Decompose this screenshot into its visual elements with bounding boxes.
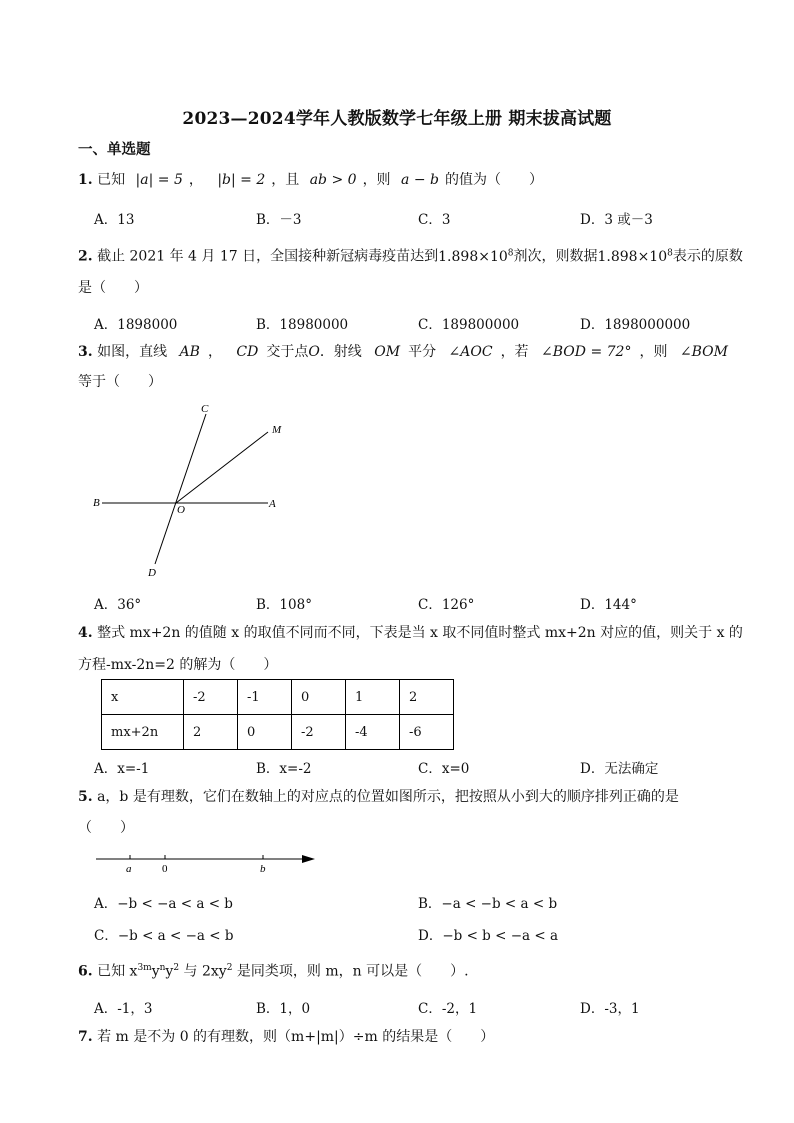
question-4-line2: 方程-mx-2n=2 的解为（ ） (78, 657, 278, 673)
option-d: D．−b < b < −a < a (418, 928, 559, 944)
math-expression: |a| = 5 (135, 172, 183, 188)
option-b: B．1，0 (256, 1001, 311, 1017)
question-3-line2: 等于（ ） (78, 374, 162, 390)
label-d: D (148, 567, 156, 579)
option-a: A．-1，3 (94, 1001, 153, 1017)
table-cell: -1 (238, 680, 292, 715)
option-d: D．无法确定 (580, 761, 659, 777)
value-table (101, 679, 454, 750)
question-3: 3. 如图，直线 AB ， CD 交于点O．射线 OM 平分 ∠AOC ，若 ∠BOD = 72° ，则 ∠BOM (78, 344, 728, 360)
option-d: D．144° (580, 597, 637, 613)
table-cell: 2 (400, 680, 454, 715)
table-cell: -6 (400, 715, 454, 750)
table-cell: -2 (184, 680, 238, 715)
option-b: B．108° (256, 597, 312, 613)
question-number: 6. (78, 963, 93, 980)
option-c: C．−b < a < −a < b (94, 928, 234, 944)
label-a: A (269, 498, 276, 510)
table-cell: 0 (238, 715, 292, 750)
option-b: B．－3 (256, 212, 302, 228)
question-number: 4. (78, 625, 93, 641)
table-cell: 1 (346, 680, 400, 715)
geometry-figure (88, 398, 298, 583)
option-a: A．x=-1 (94, 761, 150, 777)
section-heading: 一、单选题 (78, 141, 151, 158)
number-line (94, 846, 319, 878)
question-5: 5. a，b 是有理数，它们在数轴上的对应点的位置如图所示，把按照从小到大的顺序排列正确的是 (78, 789, 679, 805)
question-5-line2: （ ） (78, 820, 134, 836)
label-m: M (272, 424, 282, 436)
question-number: 7. (78, 1029, 93, 1045)
label-a: a (126, 863, 132, 875)
question-6: 6. 已知 $x^{3m}y^ny^2$ 与 $2xy^2$ 是同类项，则 m，n 可以是（ ）. (78, 963, 469, 980)
option-b: B．18980000 (256, 317, 349, 333)
arrow-icon (302, 855, 315, 863)
label-o: O (177, 504, 185, 516)
scientific-number: $1.898\times 10^8$ (597, 248, 673, 265)
page-title: 2023—2024学年人教版数学七年级上册 期末拔高试题 (182, 109, 612, 129)
option-b: B．x=-2 (256, 761, 312, 777)
math-expression: a − b (401, 172, 439, 188)
question-2-line2: 是（ ） (78, 280, 148, 296)
table-cell: -4 (346, 715, 400, 750)
label-zero: 0 (162, 863, 168, 875)
scientific-number: $1.898\times 10^8$ (438, 248, 514, 265)
table-cell: 0 (292, 680, 346, 715)
question-1: 1. 已知 |a| = 5 ， |b| = 2 ，且 ab > 0 ，则 a − b 的值为（ ） (78, 172, 543, 188)
table-row (102, 680, 454, 715)
option-a: A．13 (94, 212, 135, 228)
option-d: D．1898000000 (580, 317, 691, 333)
table-cell: x (102, 680, 184, 715)
option-a: A．−b < −a < a < b (94, 896, 233, 912)
option-a: A．1898000 (94, 317, 178, 333)
question-2: 2. 截止 2021 年 4 月 17 日，全国接种新冠病毒疫苗达到$1.898\times 10^8$剂次，则数据$1.898\times 10^8$表示的原数 (78, 248, 743, 265)
option-c: C．189800000 (418, 317, 520, 333)
question-7: 7. 若 m 是不为 0 的有理数，则（m+|m|）÷m 的结果是（ ） (78, 1029, 495, 1045)
table-row (102, 715, 454, 750)
label-b: b (260, 863, 266, 875)
option-b: B．−a < −b < a < b (418, 896, 558, 912)
option-c: C．126° (418, 597, 475, 613)
label-b: B (93, 497, 100, 509)
question-4: 4. 整式 mx+2n 的值随 x 的取值不同而不同，下表是当 x 取不同值时整式 mx+2n 对应的值，则关于 x 的 (78, 625, 743, 641)
ray-om (176, 432, 268, 503)
math-expression: |b| = 2 (217, 172, 266, 188)
line-cd (155, 414, 206, 564)
label-c: C (201, 403, 209, 415)
question-number: 3. (78, 344, 93, 360)
table-cell: mx+2n (102, 715, 184, 750)
option-c: C．-2，1 (418, 1001, 478, 1017)
question-number: 1. (78, 172, 93, 188)
option-a: A．36° (94, 597, 142, 613)
math-expression: ab > 0 (309, 172, 357, 188)
table-cell: -2 (292, 715, 346, 750)
question-number: 5. (78, 789, 93, 805)
table-cell: 2 (184, 715, 238, 750)
question-number: 2. (78, 248, 93, 265)
option-c: C．x=0 (418, 761, 470, 777)
option-d: D．-3，1 (580, 1001, 640, 1017)
option-c: C．3 (418, 212, 451, 228)
option-d: D．3 或－3 (580, 212, 653, 228)
